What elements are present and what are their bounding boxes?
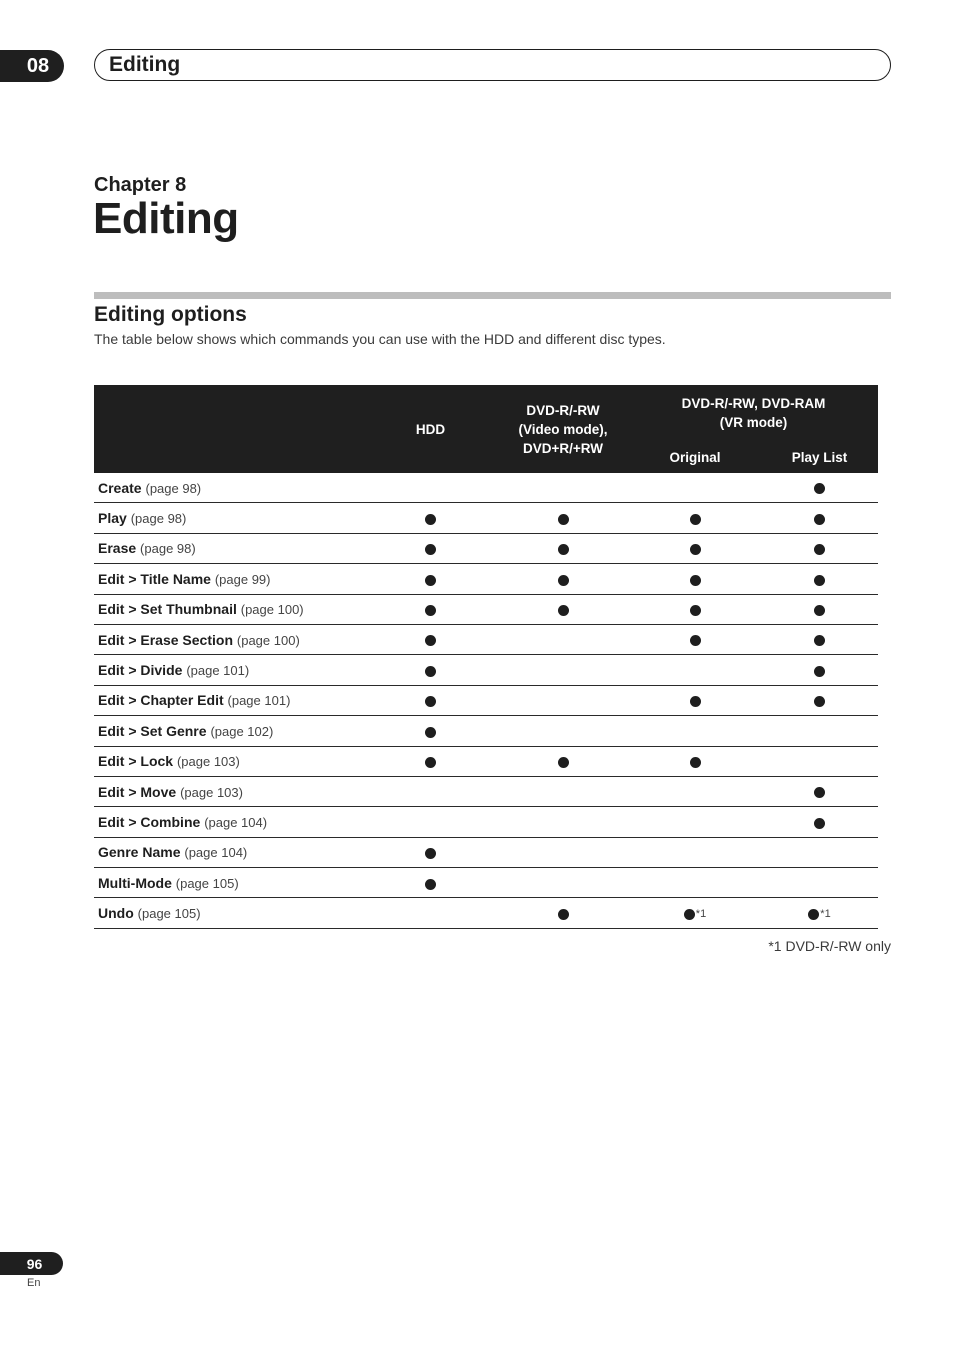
mark-cell-vr-playlist <box>761 807 878 837</box>
mark-cell-hdd <box>364 868 497 898</box>
command-cell <box>94 868 364 898</box>
command-name: Erase <box>98 540 137 557</box>
footnote: *1 DVD-R/-RW only <box>768 938 891 954</box>
command-name: Create <box>98 479 142 496</box>
mark-cell-vr-original <box>629 716 761 746</box>
table-row <box>94 533 878 563</box>
command-cell <box>94 533 364 563</box>
supported-dot-icon <box>425 635 436 646</box>
mark-cell-dvd-video <box>497 503 629 533</box>
footnote-ref: *1 <box>695 908 707 921</box>
supported-dot-icon <box>808 909 819 920</box>
header-hdd: HDD <box>364 385 497 473</box>
page-reference: (page 100) <box>240 602 304 618</box>
supported-dot-icon <box>690 544 701 555</box>
mark-cell-vr-playlist <box>761 776 878 806</box>
command-name: Edit > Title Name <box>98 570 211 587</box>
command-name: Edit > Set Thumbnail <box>98 601 237 618</box>
supported-dot-icon <box>425 696 436 707</box>
mark-cell-dvd-video <box>497 716 629 746</box>
table-body <box>94 473 878 928</box>
command-cell <box>94 685 364 715</box>
supported-dot-icon <box>690 696 701 707</box>
mark-cell-vr-original <box>629 624 761 654</box>
mark-cell-vr-playlist <box>761 746 878 776</box>
mark-cell-vr-original <box>629 503 761 533</box>
command-name: Edit > Move <box>98 783 177 800</box>
mark-cell-vr-original <box>629 473 761 503</box>
table-row <box>94 503 878 533</box>
mark-cell-hdd <box>364 746 497 776</box>
table-row <box>94 868 878 898</box>
mark-cell-dvd-video <box>497 594 629 624</box>
header-playlist: Play List <box>761 441 878 473</box>
table-row <box>94 837 878 867</box>
command-name: Edit > Divide <box>98 662 183 679</box>
supported-dot-icon <box>814 818 825 829</box>
command-cell <box>94 503 364 533</box>
command-name: Edit > Chapter Edit <box>98 692 224 709</box>
mark-cell-hdd <box>364 503 497 533</box>
supported-dot-icon <box>814 544 825 555</box>
command-cell <box>94 473 364 503</box>
mark-cell-hdd <box>364 837 497 867</box>
mark-cell-hdd <box>364 807 497 837</box>
page-reference: (page 103) <box>180 784 243 800</box>
table-row <box>94 746 878 776</box>
supported-dot-icon <box>814 696 825 707</box>
page-reference: (page 101) <box>186 663 250 679</box>
supported-dot-icon <box>425 544 436 555</box>
page-reference: (page 105) <box>137 906 201 922</box>
mark-cell-vr-playlist <box>761 868 878 898</box>
mark-cell-vr-playlist <box>761 898 878 928</box>
page-reference: (page 99) <box>214 571 271 587</box>
mark-cell-vr-original <box>629 776 761 806</box>
mark-cell-dvd-video <box>497 776 629 806</box>
command-cell <box>94 898 364 928</box>
mark-cell-vr-original <box>629 868 761 898</box>
command-cell <box>94 594 364 624</box>
mark-cell-vr-playlist <box>761 594 878 624</box>
editing-options-table <box>94 385 878 929</box>
mark-cell-dvd-video <box>497 898 629 928</box>
supported-dot-icon <box>425 575 436 586</box>
page-reference: (page 104) <box>204 814 268 830</box>
page-reference: (page 103) <box>176 754 240 770</box>
page-reference: (page 98) <box>145 480 202 496</box>
command-name: Edit > Combine <box>98 813 201 830</box>
page-number-tab <box>0 1252 63 1275</box>
header-dvd-video: DVD-R/-RW (Video mode), DVD+R/+RW <box>497 385 629 473</box>
mark-cell-vr-original <box>629 746 761 776</box>
mark-cell-vr-original <box>629 655 761 685</box>
table-row <box>94 807 878 837</box>
command-name: Genre Name <box>98 844 181 861</box>
command-name: Play <box>98 510 127 527</box>
mark-cell-dvd-video <box>497 837 629 867</box>
chapter-number-tab <box>0 50 64 82</box>
supported-dot-icon <box>690 575 701 586</box>
supported-dot-icon <box>558 757 569 768</box>
section-title: Editing options <box>94 303 247 326</box>
command-name: Edit > Lock <box>98 753 174 770</box>
supported-dot-icon <box>425 848 436 859</box>
page-number: 96 <box>26 1255 43 1272</box>
table-row <box>94 716 878 746</box>
supported-dot-icon <box>425 757 436 768</box>
header-dvd-vr: DVD-R/-RW, DVD-RAM (VR mode) <box>629 385 878 441</box>
command-cell <box>94 837 364 867</box>
mark-cell-dvd-video <box>497 868 629 898</box>
mark-cell-dvd-video <box>497 533 629 563</box>
command-cell <box>94 746 364 776</box>
command-cell <box>94 807 364 837</box>
table-row <box>94 564 878 594</box>
supported-dot-icon <box>425 605 436 616</box>
mark-cell-vr-original <box>629 594 761 624</box>
page-language: En <box>27 1277 41 1289</box>
mark-cell-dvd-video <box>497 807 629 837</box>
supported-dot-icon <box>814 483 825 494</box>
command-name: Edit > Set Genre <box>98 722 207 739</box>
chapter-title: Editing <box>93 194 239 243</box>
mark-cell-dvd-video <box>497 655 629 685</box>
mark-cell-dvd-video <box>497 685 629 715</box>
supported-dot-icon <box>558 605 569 616</box>
command-name: Undo <box>98 905 134 922</box>
page-reference: (page 98) <box>130 511 187 527</box>
supported-dot-icon <box>814 666 825 677</box>
table-row <box>94 473 878 503</box>
mark-cell-vr-playlist <box>761 473 878 503</box>
chapter-label: Chapter 8 <box>94 174 187 196</box>
mark-cell-vr-original <box>629 685 761 715</box>
editing-options-table-wrap <box>94 385 878 929</box>
page-reference: (page 102) <box>210 723 274 739</box>
footnote-ref: *1 <box>820 908 831 921</box>
supported-dot-icon <box>690 635 701 646</box>
command-cell <box>94 564 364 594</box>
page-reference: (page 98) <box>140 541 196 557</box>
header-original: Original <box>629 441 761 473</box>
mark-cell-vr-playlist <box>761 837 878 867</box>
supported-dot-icon <box>690 514 701 525</box>
supported-dot-icon <box>814 514 825 525</box>
supported-dot-icon <box>425 879 436 890</box>
header-blank <box>94 385 364 473</box>
mark-cell-vr-original <box>629 807 761 837</box>
mark-cell-hdd <box>364 594 497 624</box>
mark-cell-dvd-video <box>497 624 629 654</box>
supported-dot-icon <box>558 544 569 555</box>
command-cell <box>94 716 364 746</box>
supported-dot-icon <box>814 575 825 586</box>
mark-cell-hdd <box>364 685 497 715</box>
command-name: Multi-Mode <box>98 874 172 891</box>
mark-cell-hdd <box>364 898 497 928</box>
mark-cell-vr-playlist <box>761 564 878 594</box>
mark-cell-hdd <box>364 776 497 806</box>
supported-dot-icon <box>425 514 436 525</box>
supported-dot-icon <box>558 909 569 920</box>
mark-cell-dvd-video <box>497 564 629 594</box>
mark-cell-hdd <box>364 716 497 746</box>
command-name: Edit > Erase Section <box>98 631 233 648</box>
mark-cell-hdd <box>364 473 497 503</box>
page-reference: (page 104) <box>184 845 248 861</box>
table-row <box>94 776 878 806</box>
table-row <box>94 655 878 685</box>
mark-cell-vr-playlist <box>761 655 878 685</box>
mark-cell-vr-original <box>629 837 761 867</box>
supported-dot-icon <box>814 605 825 616</box>
chapter-number: 08 <box>26 54 50 77</box>
mark-cell-hdd <box>364 533 497 563</box>
mark-cell-vr-playlist <box>761 685 878 715</box>
section-divider <box>94 292 891 299</box>
mark-cell-hdd <box>364 564 497 594</box>
table-row <box>94 685 878 715</box>
supported-dot-icon <box>558 575 569 586</box>
mark-cell-vr-playlist <box>761 716 878 746</box>
running-header <box>94 49 891 81</box>
mark-cell-vr-original <box>629 564 761 594</box>
mark-cell-vr-playlist <box>761 533 878 563</box>
mark-cell-dvd-video <box>497 746 629 776</box>
command-cell <box>94 655 364 685</box>
supported-dot-icon <box>558 514 569 525</box>
supported-dot-icon <box>814 635 825 646</box>
running-header-title: Editing <box>109 53 181 76</box>
table-row <box>94 624 878 654</box>
mark-cell-dvd-video <box>497 473 629 503</box>
mark-cell-vr-playlist <box>761 624 878 654</box>
table-row <box>94 594 878 624</box>
supported-dot-icon <box>814 787 825 798</box>
supported-dot-icon <box>690 605 701 616</box>
section-intro: The table below shows which commands you can use with the HDD and different disc types. <box>94 331 666 347</box>
mark-cell-vr-playlist <box>761 503 878 533</box>
mark-cell-vr-original <box>629 533 761 563</box>
supported-dot-icon <box>684 909 695 920</box>
page-reference: (page 101) <box>227 693 291 709</box>
page-reference: (page 105) <box>175 875 239 891</box>
mark-cell-vr-original <box>629 898 761 928</box>
table-row <box>94 898 878 928</box>
supported-dot-icon <box>425 666 436 677</box>
command-cell <box>94 624 364 654</box>
supported-dot-icon <box>425 727 436 738</box>
mark-cell-hdd <box>364 624 497 654</box>
mark-cell-hdd <box>364 655 497 685</box>
supported-dot-icon <box>690 757 701 768</box>
page-reference: (page 100) <box>236 632 300 648</box>
command-cell <box>94 776 364 806</box>
